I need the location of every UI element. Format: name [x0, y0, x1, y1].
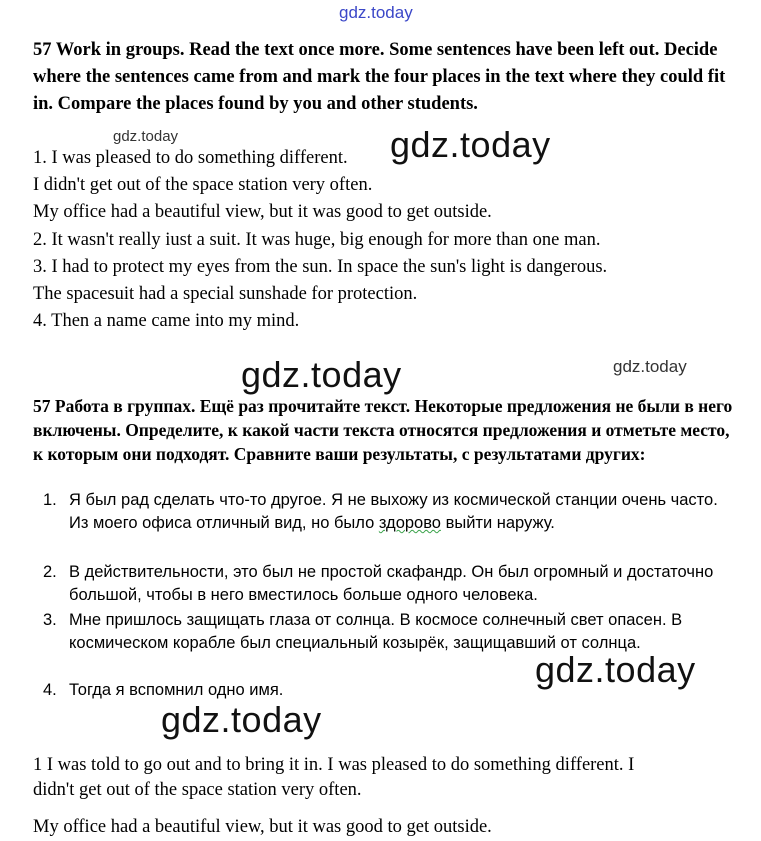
task-title-russian: 57 Работа в группах. Ещё раз прочитайте текст. Некоторые предложения не были в него включены. Определите, к какой части текста относятся предложения и отметьте место, к которым они подходят. Сравните ваши результаты, с результатами других:	[33, 396, 733, 464]
russian-item-3-text: Мне пришлось защищать глаза от солнца. В космосе солнечный свет опасен. В космическом корабле был специальный козырёк, защищавший от солнца.	[69, 611, 683, 652]
english-line-6: The spacesuit had a special sunshade for protection.	[33, 284, 418, 304]
english-line-2: I didn't get out of the space station very often.	[33, 175, 373, 195]
english-line-4: 2. It wasn't really iust a suit. It was huge, big enough for more than one man.	[33, 230, 601, 250]
task-title-english: 57 Work in groups. Read the text once more. Some sentences have been left out. Decide where the sentences came from and mark the four places in the text where they could fit in. Compare the places found by you and other students.	[33, 40, 726, 114]
watermark-big-1: gdz.today	[390, 124, 551, 165]
russian-item-1-text: Я был рад сделать что-то другое. Я не выхожу из космической станции очень часто. Из моего офиса отличный вид, но было	[69, 491, 718, 532]
russian-item-1-number: 1.	[43, 491, 57, 509]
russian-item-2-number: 2.	[43, 563, 57, 581]
russian-item-2-text: В действительности, это был не простой скафандр. Он был огромный и достаточно большой, чтобы в него вместилось больше одного человека.	[69, 563, 714, 604]
english-line-5: 3. I had to protect my eyes from the sun. In space the sun's light is dangerous.	[33, 257, 608, 277]
watermark-small-2: gdz.today	[613, 357, 687, 376]
answer-line-1: 1 I was told to go out and to bring it in. I was pleased to do something different. I	[33, 755, 635, 775]
watermark-top: gdz.today	[339, 3, 413, 22]
english-line-7: 4. Then a name came into my mind.	[33, 311, 300, 331]
answer-line-3: My office had a beautiful view, but it was good to get outside.	[33, 817, 492, 837]
answer-line-2: didn't get out of the space station very often.	[33, 780, 362, 800]
watermark-small-1: gdz.today	[113, 128, 179, 145]
russian-item-4-number: 4.	[43, 681, 57, 699]
watermark-big-4: gdz.today	[161, 699, 322, 740]
watermark-big-2: gdz.today	[241, 354, 402, 395]
english-line-1: 1. I was pleased to do something different.	[33, 148, 348, 168]
watermark-big-3: gdz.today	[535, 649, 696, 690]
russian-item-1	[69, 489, 739, 535]
spellcheck-underlined-word: здорово	[378, 514, 441, 532]
russian-item-4-text: Тогда я вспомнил одно имя.	[69, 681, 284, 699]
english-line-3: My office had a beautiful view, but it was good to get outside.	[33, 202, 492, 222]
russian-item-3-number: 3.	[43, 611, 57, 629]
russian-item-1-text-end: выйти наружу.	[440, 514, 555, 532]
